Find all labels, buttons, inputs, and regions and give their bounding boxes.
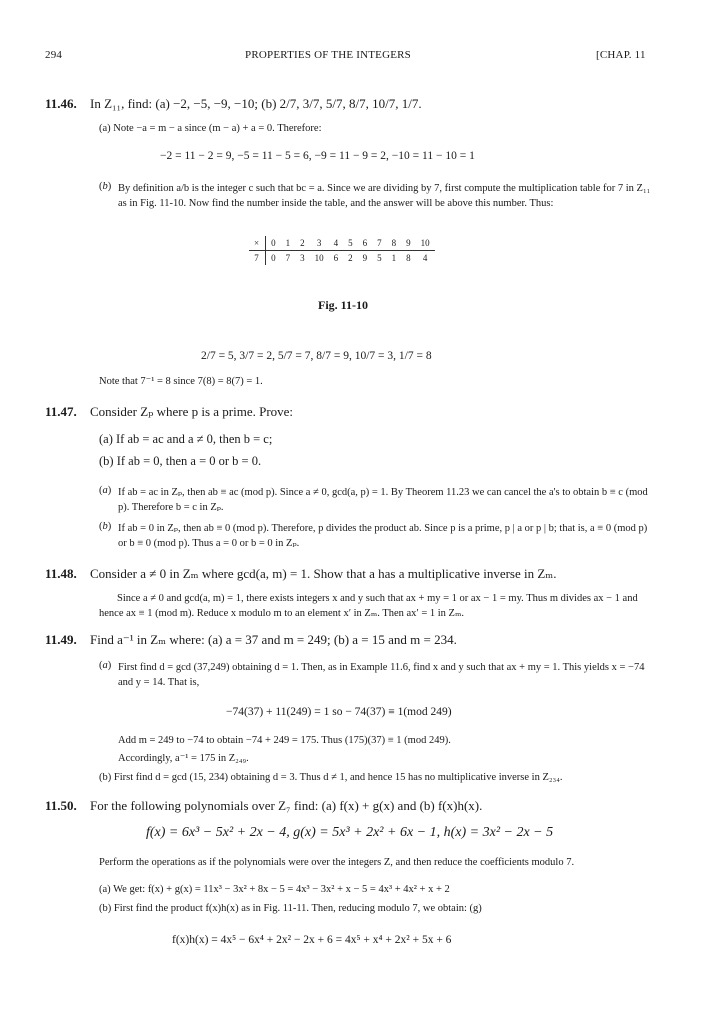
table-cell: 3 — [300, 253, 305, 263]
chapter-label: [CHAP. 11 — [596, 49, 646, 61]
table-cell: 0 — [271, 253, 276, 263]
problem-11-48-proof: Since a ≠ 0 and gcd(a, m) = 1, there exists integers x and y such that ax + my = 1 or ax − 1 = my. Thus m divides ax − 1 and hence ax ≡ 1 (mod m). Reduce x modulo m to an element x′ in Zₘ. Then ax′ = 1 in Zₘ. — [99, 593, 638, 619]
table-row — [249, 251, 435, 266]
problem-11-46-number: 11.46. — [45, 96, 77, 111]
problem-11-47-proof-a: If ab = ac in Zₚ, then ab ≡ ac (mod p). Since a ≠ 0, gcd(a, p) = 1. By Theorem 11.23 we can cancel the a's to obtain b ≡ c (mod p). Therefore b = c in Zₚ. — [118, 487, 648, 513]
problem-11-47-proof-b-label: (b) — [99, 521, 112, 532]
problem-11-47-claim-a: (a) If ab = ac and a ≠ 0, then b = c; — [99, 432, 273, 446]
problem-11-46-note: Note that 7⁻¹ = 8 since 7(8) = 8(7) = 1. — [99, 376, 263, 387]
table-cell: 9 — [362, 253, 368, 263]
table-cell: 4 — [329, 236, 344, 251]
table-cell: 4 — [422, 253, 428, 263]
problem-11-47-proof-a-label: (a) — [99, 485, 112, 496]
table-cell: 8 — [406, 253, 411, 263]
problem-11-46-b-text: By definition a/b is the integer c such that bc = a. Since we are dividing by 7, first compute the multiplication table for 7 in Z₁₁ as in Fig. 11-10. Now find the number inside the table, and the answer will be above this number. Thus: — [118, 183, 651, 209]
table-cell: 3 — [310, 236, 329, 251]
problem-11-46-a-note: (a) Note −a = m − a since (m − a) + a = 0. Therefore: — [99, 123, 322, 134]
problem-11-47-statement: Consider Zₚ where p is a prime. Prove: — [90, 404, 294, 419]
figure-caption: Fig. 11-10 — [318, 298, 368, 312]
table-cell: 7 — [285, 253, 291, 263]
table-cell: × — [249, 236, 266, 251]
problem-11-50-b-equation: f(x)h(x) = 4x⁵ − 6x⁴ + 2x² − 2x + 6 = 4x⁵ + x⁴ + 2x² + 5x + 6 — [172, 934, 452, 946]
problem-11-50-statement: For the following polynomials over Z₇ find: (a) f(x) + g(x) and (b) f(x)h(x). — [90, 798, 483, 813]
running-title: PROPERTIES OF THE INTEGERS — [245, 49, 411, 61]
problem-11-46-results: 2/7 = 5, 3/7 = 2, 5/7 = 7, 8/7 = 9, 10/7 = 3, 1/7 = 8 — [201, 350, 432, 362]
table-cell: 0 — [266, 236, 281, 251]
table-cell: 5 — [377, 253, 382, 263]
table-cell: 6 — [333, 253, 339, 263]
table-cell: 5 — [343, 236, 358, 251]
multiplication-table — [249, 236, 435, 265]
problem-11-50-number: 11.50. — [45, 798, 77, 813]
table-cell: 2 — [348, 253, 353, 263]
problem-11-48-statement: Consider a ≠ 0 in Zₘ where gcd(a, m) = 1. Show that a has a multiplicative inverse in Zₘ. — [90, 566, 557, 581]
problem-11-49-statement: Find a⁻¹ in Zₘ where: (a) a = 37 and m = 249; (b) a = 15 and m = 234. — [90, 632, 457, 647]
table-cell: 7 — [372, 236, 387, 251]
table-cell: 10 — [416, 236, 435, 251]
table-cell: 1 — [281, 236, 296, 251]
table-cell: 8 — [387, 236, 402, 251]
problem-11-47-proof-b: If ab = 0 in Zₚ, then ab ≡ 0 (mod p). Therefore, p divides the product ab. Since p is a prime, p | a or p | b; that is, a ≡ 0 (mod p) or b ≡ 0 (mod p). Thus a = 0 or b = 0 in Zₚ. — [118, 523, 648, 549]
problem-11-49-number: 11.49. — [45, 632, 77, 647]
problem-11-49-a-equation: −74(37) + 11(249) = 1 so − 74(37) ≡ 1(mod 249) — [226, 706, 452, 718]
problem-11-49-a-conclusion: Accordingly, a⁻¹ = 175 in Z₂₄₉. — [118, 753, 249, 764]
problem-11-49-b-text: (b) First find d = gcd (15, 234) obtaining d = 3. Thus d ≠ 1, and hence 15 has no multiplicative inverse in Z₂₃₄. — [99, 772, 563, 783]
table-cell: 10 — [314, 253, 324, 263]
problem-11-50-a-line: (a) We get: f(x) + g(x) = 11x³ − 3x² + 8x − 5 = 4x³ − 3x² + x − 5 = 4x³ + 4x² + x + 2 — [99, 884, 450, 895]
table-cell: 6 — [358, 236, 373, 251]
problem-11-50-polynomials: f(x) = 6x³ − 5x² + 2x − 4, g(x) = 5x³ + 2x² + 6x − 1, h(x) = 3x² − 2x − 5 — [146, 825, 554, 840]
table-cell: 9 — [401, 236, 416, 251]
table-cell: 7 — [249, 251, 266, 266]
problem-11-47-number: 11.47. — [45, 404, 77, 419]
table-header-row — [249, 236, 435, 251]
problem-11-46-a-equations: −2 = 11 − 2 = 9, −5 = 11 − 5 = 6, −9 = 11 − 9 = 2, −10 = 11 − 10 = 1 — [160, 150, 475, 162]
problem-11-46-statement: In Z₁₁, find: (a) −2, −5, −9, −10; (b) 2/7, 3/7, 5/7, 8/7, 10/7, 1/7. — [90, 96, 422, 111]
problem-11-49-a-label: (a) — [99, 660, 112, 671]
table-cell: 1 — [391, 253, 397, 263]
page-number: 294 — [45, 49, 63, 61]
problem-11-50-instruction: Perform the operations as if the polynomials were over the integers Z, and then reduce the coefficients modulo 7. — [99, 857, 575, 868]
problem-11-49-a-text: First find d = gcd (37,249) obtaining d = 1. Then, as in Example 11.6, find x and y such that ax + my = 1. This yields x = −74 and y = 14. That is, — [118, 662, 645, 688]
problem-11-47-claim-b: (b) If ab = 0, then a = 0 or b = 0. — [99, 454, 262, 468]
problem-11-49-a-add: Add m = 249 to −74 to obtain −74 + 249 = 175. Thus (175)(37) ≡ 1 (mod 249). — [118, 735, 451, 746]
problem-11-46-b-label: (b) — [99, 181, 112, 192]
problem-11-48-number: 11.48. — [45, 566, 77, 581]
problem-11-50-b-line: (b) First find the product f(x)h(x) as in Fig. 11-11. Then, reducing modulo 7, we obtain: (g) — [99, 903, 482, 914]
table-cell: 2 — [295, 236, 310, 251]
